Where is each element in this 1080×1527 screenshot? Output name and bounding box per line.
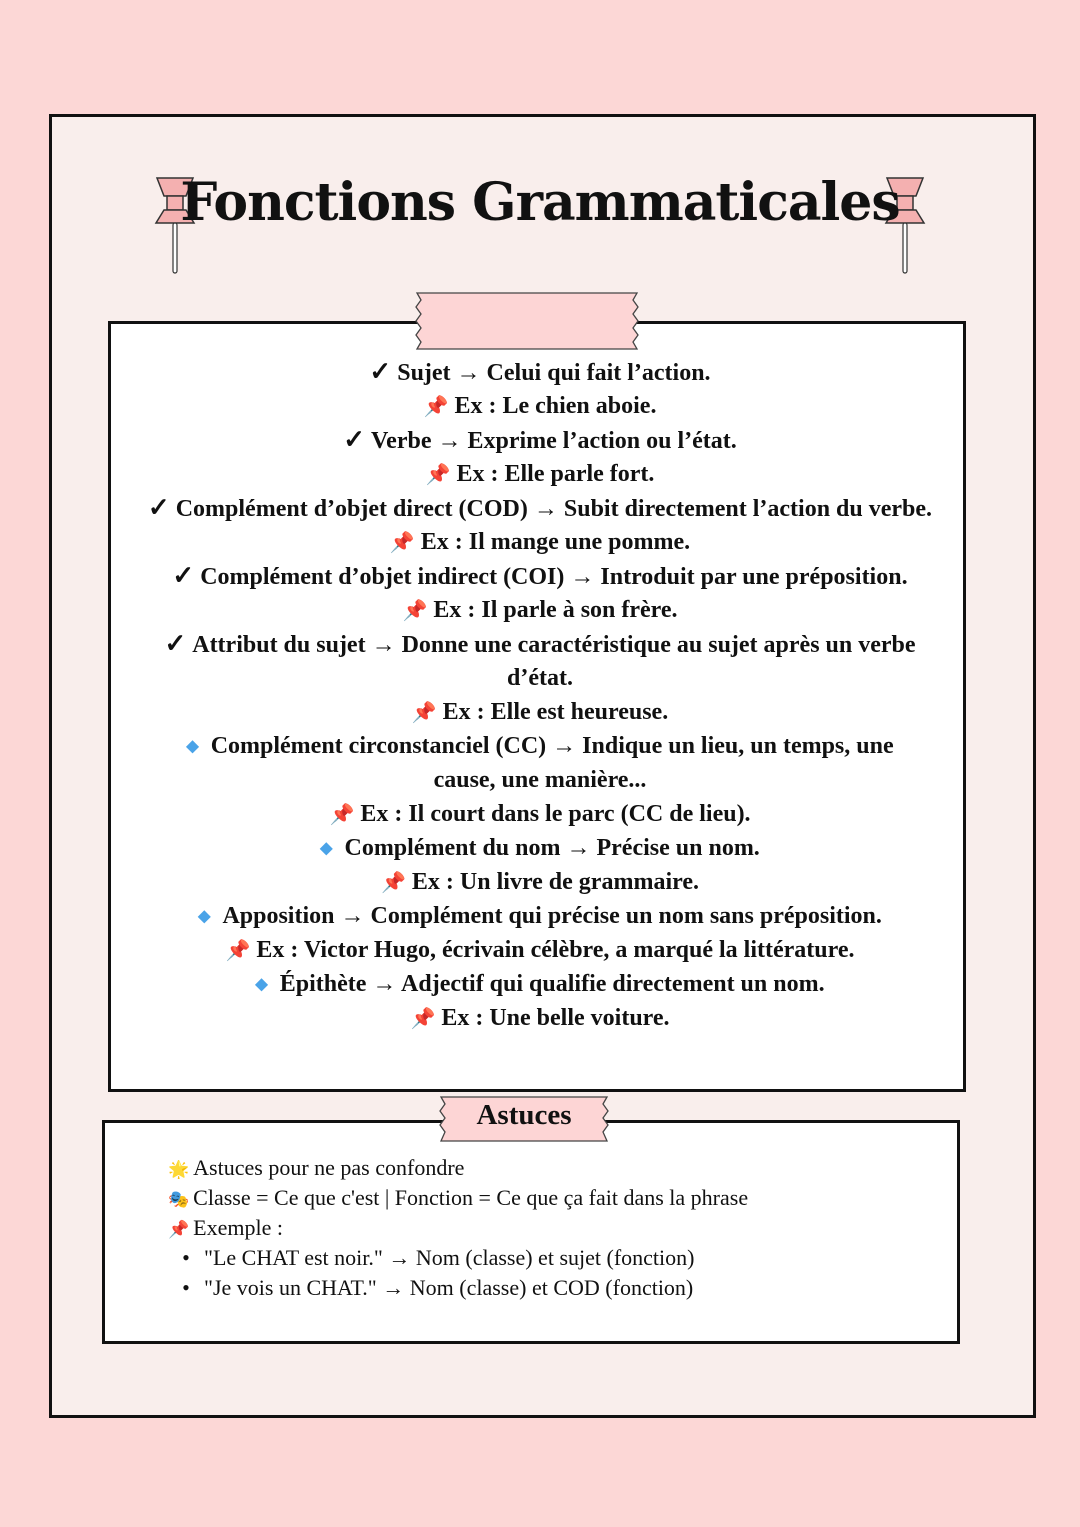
diamond-icon: ◆ bbox=[320, 840, 333, 857]
tip-text: Classe = Ce que c'est | Fonction = Ce que ça fait dans la phrase bbox=[193, 1185, 749, 1210]
list-item bbox=[0, 695, 1080, 729]
list-item-text: Ex : Il court dans le parc (CC de lieu). bbox=[360, 801, 751, 827]
list-item-text: Ex : Il mange une pomme. bbox=[420, 529, 691, 555]
theater-masks-icon: 🎭 bbox=[168, 1190, 190, 1209]
star-icon: 🌟 bbox=[168, 1160, 190, 1179]
tip-item bbox=[168, 1183, 748, 1213]
tip-text: "Je vois un CHAT." → Nom (classe) et COD (fonction) bbox=[204, 1275, 694, 1300]
list-item bbox=[0, 559, 1080, 593]
list-item-text: Apposition → Complément qui précise un nom sans préposition. bbox=[222, 903, 882, 929]
pushpin-icon: 📌 bbox=[411, 702, 437, 724]
tips-list bbox=[168, 1153, 748, 1303]
check-icon: ✓ bbox=[147, 493, 170, 522]
list-item bbox=[0, 831, 1080, 865]
tip-text: Astuces pour ne pas confondre bbox=[193, 1155, 465, 1180]
list-item-text: Ex : Victor Hugo, écrivain célèbre, a marqué la littérature. bbox=[256, 937, 855, 963]
list-item bbox=[0, 797, 1080, 831]
washi-tape bbox=[414, 292, 640, 350]
list-item bbox=[0, 729, 1080, 763]
list-item-text: Ex : Elle est heureuse. bbox=[442, 699, 669, 725]
check-icon: ✓ bbox=[343, 425, 366, 454]
list-item-text: Complément circonstanciel (CC) → Indique un lieu, un temps, une bbox=[210, 733, 894, 759]
list-item bbox=[0, 389, 1080, 423]
check-icon: ✓ bbox=[172, 561, 195, 590]
list-item-text: Complément d’objet indirect (COI) → Introduit par une préposition. bbox=[200, 564, 908, 590]
pushpin-icon: 📌 bbox=[402, 600, 428, 622]
check-icon: ✓ bbox=[164, 629, 187, 658]
pushpin-icon: 📌 bbox=[389, 532, 415, 554]
tip-item bbox=[168, 1213, 748, 1243]
list-item-text: Ex : Le chien aboie. bbox=[454, 393, 657, 419]
tips-title: Astuces bbox=[476, 1099, 572, 1131]
list-item-text: Ex : Il parle à son frère. bbox=[433, 597, 678, 623]
tip-item bbox=[168, 1273, 748, 1303]
list-item bbox=[0, 763, 1080, 797]
diamond-icon: ◆ bbox=[255, 976, 268, 993]
list-item bbox=[0, 457, 1080, 491]
tip-item bbox=[168, 1243, 748, 1273]
list-item bbox=[0, 899, 1080, 933]
check-icon: ✓ bbox=[369, 357, 392, 386]
pushpin-icon: 📌 bbox=[423, 396, 449, 418]
list-item-text: Attribut du sujet → Donne une caractéristique au sujet après un verbe bbox=[192, 632, 916, 658]
list-item-text: Complément d’objet direct (COD) → Subit directement l’action du verbe. bbox=[175, 496, 933, 522]
list-item bbox=[0, 933, 1080, 967]
list-item bbox=[0, 525, 1080, 559]
pushpin-icon: 📌 bbox=[168, 1220, 190, 1239]
page-title: Fonctions Grammaticales bbox=[180, 172, 900, 233]
functions-list bbox=[0, 355, 1080, 1035]
tip-text: Exemple : bbox=[193, 1215, 283, 1240]
list-item-text: Ex : Une belle voiture. bbox=[441, 1005, 670, 1031]
list-item-text: Épithète → Adjectif qui qualifie directement un nom. bbox=[279, 971, 825, 997]
pushpin-icon: 📌 bbox=[410, 1008, 436, 1030]
list-item-text: cause, une manière... bbox=[433, 767, 647, 793]
list-item-text: Sujet → Celui qui fait l’action. bbox=[397, 360, 711, 386]
list-item bbox=[0, 1001, 1080, 1035]
pushpin-icon: 📌 bbox=[381, 872, 406, 894]
list-item bbox=[0, 661, 1080, 695]
list-item bbox=[0, 423, 1080, 457]
list-item-text: d’état. bbox=[507, 665, 573, 691]
list-item bbox=[0, 865, 1080, 899]
list-item bbox=[0, 627, 1080, 661]
diamond-icon: ◆ bbox=[186, 738, 199, 755]
diamond-icon: ◆ bbox=[198, 908, 211, 925]
tip-item bbox=[168, 1153, 748, 1183]
pushpin-icon: 📌 bbox=[225, 940, 251, 962]
list-item-text: Complément du nom → Précise un nom. bbox=[344, 835, 760, 861]
list-item-text: Ex : Elle parle fort. bbox=[456, 461, 655, 487]
list-item bbox=[0, 355, 1080, 389]
list-item bbox=[0, 593, 1080, 627]
list-item-text: Ex : Un livre de grammaire. bbox=[411, 869, 699, 895]
pushpin-icon: 📌 bbox=[425, 464, 451, 486]
list-item bbox=[0, 967, 1080, 1001]
bullet-icon: • bbox=[182, 1275, 190, 1300]
tip-text: "Le CHAT est noir." → Nom (classe) et sujet (fonction) bbox=[204, 1245, 695, 1270]
pushpin-icon: 📌 bbox=[329, 804, 355, 826]
bullet-icon: • bbox=[182, 1245, 190, 1270]
list-item bbox=[0, 491, 1080, 525]
list-item-text: Verbe → Exprime l’action ou l’état. bbox=[371, 428, 737, 454]
